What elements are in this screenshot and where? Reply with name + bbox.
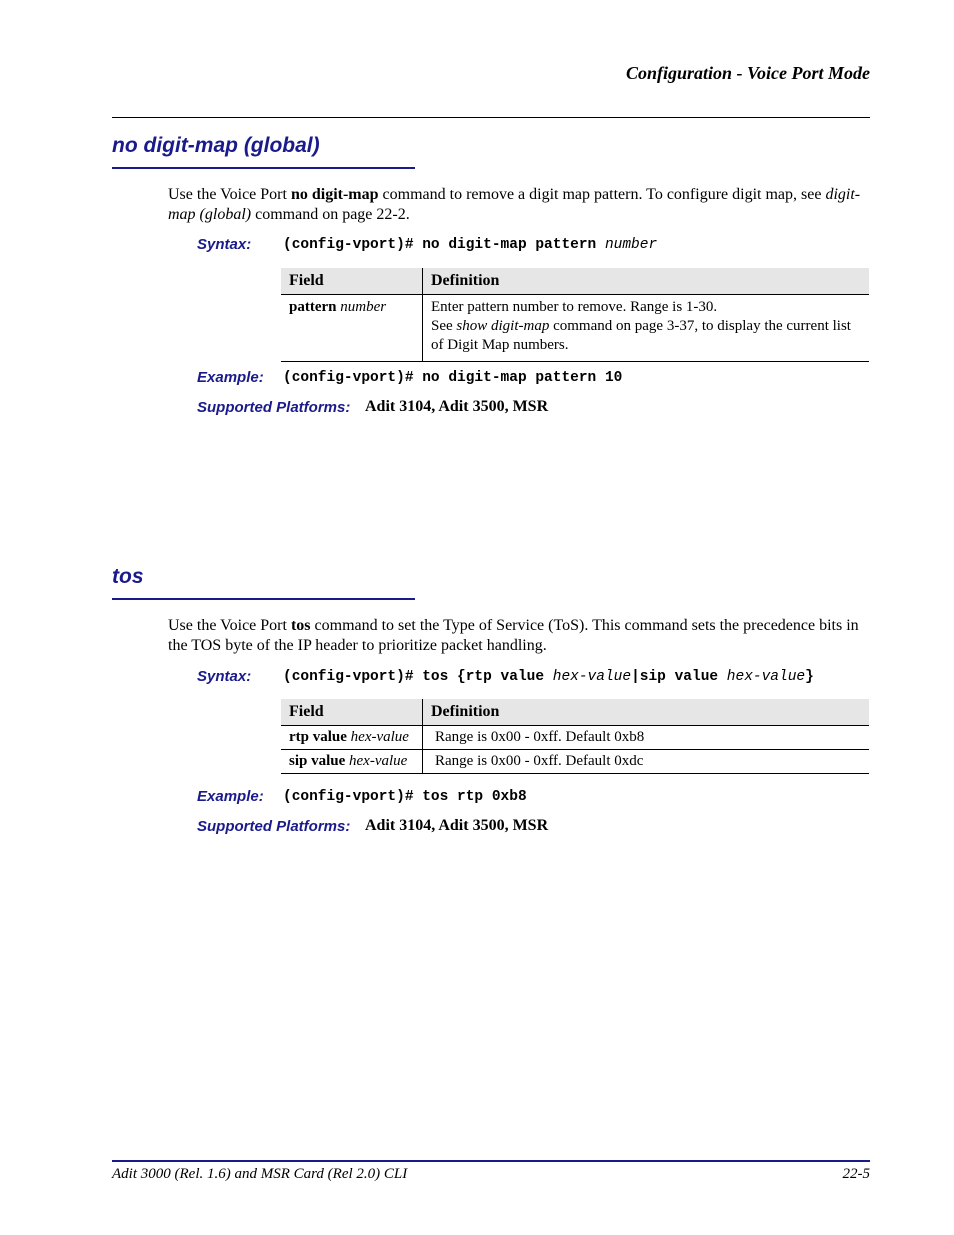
command-name: no digit-map	[290, 186, 379, 203]
intro-text: command to remove a digit map pattern. To configure digit map, see	[378, 186, 826, 203]
section-title-underline	[112, 598, 415, 600]
syntax-command: (config-vport)# no digit-map pattern number	[283, 237, 658, 253]
table-row	[281, 750, 869, 774]
platforms-value: Adit 3104, Adit 3500, MSR	[365, 817, 549, 834]
field-cell: pattern number	[281, 295, 423, 362]
syntax-argument: number	[604, 237, 658, 253]
intro-paragraph	[168, 185, 870, 225]
platforms-label: Supported Platforms:	[197, 399, 351, 416]
field-definition-table	[281, 268, 869, 362]
section-title-tos: tos	[112, 565, 144, 588]
syntax-command: (config-vport)# tos {rtp value hex-value|sip value hex-value}	[283, 669, 814, 685]
table-header-field: Field	[281, 268, 423, 295]
example-command: (config-vport)# tos rtp 0xb8	[283, 789, 527, 805]
intro-text: command on page 22-2.	[251, 206, 410, 223]
cross-reference: digit-map (global)	[168, 186, 861, 223]
intro-text: Use the Voice Port	[168, 617, 291, 634]
platforms-value: Adit 3104, Adit 3500, MSR	[365, 398, 549, 415]
definition-line: Enter pattern number to remove. Range is 1-30.	[431, 299, 718, 315]
definition-cell	[423, 295, 870, 362]
syntax-label: Syntax:	[197, 668, 252, 685]
example-label: Example:	[197, 369, 264, 386]
footer-page-number: 22-5	[842, 1166, 870, 1182]
field-definition-table	[281, 699, 869, 774]
intro-text: command to set the Type of Service (ToS). This command sets the precedence bits in the TOS byte of the IP header to prioritize packet handling.	[168, 617, 859, 654]
definition-line: See show digit-map command on page 3-37, to display the current list of Digit Map numbers.	[431, 318, 851, 353]
section-title-underline	[112, 167, 415, 169]
definition-cell: Range is 0x00 - 0xff. Default 0xb8	[423, 726, 870, 750]
definition-cell: Range is 0x00 - 0xff. Default 0xdc	[423, 750, 870, 774]
table-header-field: Field	[281, 699, 423, 726]
running-header: Configuration - Voice Port Mode	[625, 63, 870, 83]
footer-rule	[112, 1160, 870, 1162]
platforms-label: Supported Platforms:	[197, 818, 351, 835]
header-rule	[112, 117, 870, 118]
footer-document-title: Adit 3000 (Rel. 1.6) and MSR Card (Rel 2.0) CLI	[112, 1166, 408, 1182]
field-cell: rtp value hex-value	[281, 726, 423, 750]
section-title-no-digit-map: no digit-map (global)	[112, 134, 320, 157]
table-header-definition: Definition	[423, 268, 870, 295]
table-row	[281, 726, 869, 750]
field-cell: sip value hex-value	[281, 750, 423, 774]
command-name: tos	[290, 617, 311, 634]
table-row	[281, 295, 869, 362]
intro-text: Use the Voice Port	[168, 186, 291, 203]
example-label: Example:	[197, 788, 264, 805]
table-header-definition: Definition	[423, 699, 870, 726]
example-command: (config-vport)# no digit-map pattern 10	[283, 370, 623, 386]
intro-paragraph	[168, 616, 870, 656]
syntax-label: Syntax:	[197, 236, 252, 253]
